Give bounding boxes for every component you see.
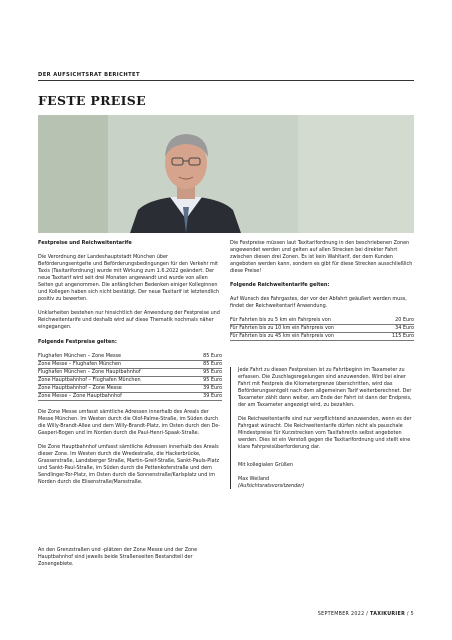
info-note bbox=[230, 367, 414, 490]
paragraph: Die Reichweitentarife sind nur verpflichtend anzuwenden, wenn es der Fahrgast wünscht. Die Reichweitentarife dürfen nicht als pauschale Mindestpreise für Kurzstrecken vom Taxifahrer/in selbst angeboten werden. Dies ist ein Verstoß gegen die Taxitarifordnung und stellt eine klare Fahrpreisüberforderung dar. bbox=[238, 416, 412, 451]
portrait-illustration bbox=[38, 115, 414, 233]
route-cell: Zone Hauptbahnhof – Zone Messe bbox=[38, 384, 193, 392]
paragraph: Die Zone Messe umfasst sämtliche Adressen innerhalb des Areals der Messe München. Im Westen durch die Olof-Palme-Straße, im Süden durch die Willy-Brandt-Allee und dem Willy-Brandt-Platz, im Osten durch den De-Gasperi-Bogen und im Norden durch die Paul-Henri-Spaak-Straße. bbox=[38, 408, 221, 436]
footer-page: / 5 bbox=[405, 612, 414, 617]
route-cell: Zone Messe – Flughafen München bbox=[38, 360, 193, 368]
route-cell: Zone Messe – Zone Hauptbahnhof bbox=[38, 392, 193, 400]
table-row bbox=[38, 368, 222, 376]
heading-festpreise-gelten: Folgende Festpreise gelten: bbox=[38, 338, 117, 345]
author-name: Max Weiland bbox=[238, 475, 270, 482]
footer-magazine: TAXIKURIER bbox=[370, 612, 406, 617]
price-cell: 39 Euro bbox=[193, 384, 222, 392]
price-cell: 95 Euro bbox=[193, 376, 222, 384]
table-row bbox=[38, 376, 222, 384]
price-cell: 115 Euro bbox=[382, 333, 414, 341]
table-row bbox=[38, 392, 222, 400]
section-label: DER AUFSICHTSRAT BERICHTET bbox=[38, 72, 140, 78]
route-cell: Flughafen München – Zone Messe bbox=[38, 353, 193, 361]
price-cell: 34 Euro bbox=[382, 325, 414, 333]
range-price-table bbox=[230, 317, 414, 341]
footer-date: SEPTEMBER 2022 / bbox=[317, 612, 370, 617]
paragraph: Jede Fahrt zu diesen Festpreisen ist zu Fahrtbeginn im Taxameter zu erfassen. Die Zuschlagsregelungen sind anzuwenden. Wird bei einer Fahrt mit Festpreis die Kilometergrenze überschritten, wird das Beförderungsentgelt nach dem allgemeinen Tarif weiterberechnet. Der Taxameter zählt dann weiter, am Ende der Fahrt ist dann der Endpreis, der am Taxameter angezeigt wird, zu bezahlen. bbox=[238, 367, 412, 409]
paragraph: Auf Wunsch des Fahrgastes, der vor der Abfahrt geäußert werden muss, findet der Reichweitentarif Anwendung. bbox=[230, 296, 407, 310]
price-cell: 95 Euro bbox=[193, 368, 222, 376]
page-footer bbox=[318, 612, 414, 617]
route-cell: Zone Hauptbahnhof – Flughafen München bbox=[38, 376, 193, 384]
greeting: Mit kollegialen Grüßen bbox=[238, 461, 293, 468]
table-row bbox=[38, 384, 222, 392]
table-row bbox=[230, 333, 414, 341]
route-cell: Für Fahrten bis zu 45 km ein Fahrpreis von bbox=[230, 333, 382, 341]
paragraph: Die Verordnung der Landeshauptstadt München über Beförderungsentgelte und Beförderungsbedingungen für den Verkehr mit Taxis (Taxitarifordnung) wurde mit Wirkung zum 1.6.2022 geändert. Der neue Taxitarif wird seit drei Monaten angewandt und wurde von allen Seiten gut angenommen. Die anfänglichen Bedenken einiger Kolleginnen und Kollegen haben sich nicht bestätigt. Der neue Taxitarif ist letztendlich positiv zu bewerten. bbox=[38, 254, 220, 303]
right-column bbox=[230, 240, 414, 349]
fixed-price-table bbox=[38, 353, 222, 401]
price-cell: 20 Euro bbox=[382, 317, 414, 325]
header-rule bbox=[38, 80, 414, 81]
note-bar bbox=[230, 367, 231, 489]
paragraph: Unklarheiten bestehen nur hinsichtlich der Anwendung der Festpreise und Reichweitentarife und deshalb wird auf diese Thematik nochmals näher eingegangen. bbox=[38, 310, 220, 331]
price-cell: 85 Euro bbox=[193, 353, 222, 361]
price-cell: 39 Euro bbox=[193, 392, 222, 400]
bottom-paragraph: An den Grenzstraßen und -plätzen der Zone Messe und der Zone Hauptbahnhof sind jeweils beide Straßenseiten Bestandteil der Zonengebiete. bbox=[38, 547, 198, 568]
price-cell: 85 Euro bbox=[193, 360, 222, 368]
table-row bbox=[230, 325, 414, 333]
route-cell: Für Fahrten bis zu 10 km ein Fahrpreis von bbox=[230, 325, 382, 333]
heading-reichweitentarife: Folgende Reichweitentarife gelten: bbox=[230, 282, 330, 289]
paragraph: Die Festpreise müssen laut Taxitarifordnung in den beschriebenen Zonen angewendet werden und gelten auf allen Strecken bei direkter Fahrt zwischen diesen drei Zonen. Es ist kein Wahltarif, der dem Kunden angeboten werden kann, sondern es gibt für diese Strecken ausschließlich diese Preise! bbox=[230, 240, 413, 275]
author-role: (Aufsichtsratsvorsitzender) bbox=[238, 482, 305, 489]
table-row bbox=[38, 353, 222, 361]
table-row bbox=[38, 360, 222, 368]
route-cell: Flughafen München – Zone Hauptbahnhof bbox=[38, 368, 193, 376]
portrait-photo bbox=[38, 115, 414, 233]
paragraph: Die Zone Hauptbahnhof umfasst sämtliche Adressen innerhalb des Areals dieser Zone. Im Westen durch die Wredestraße, die Hackerbrücke, Grasserstraße, Landsberger Straße, Martin-Greif-Straße, Sankt-Pauls-Platz und Sankt-Paul-Straße, im Süden durch die Pettenkoferstraße und dem Sendlinger-Tor-Platz, im Osten durch die Sonnenstraße/Karlsplatz und im Norden durch die Elisenstraße/Marsstraße. bbox=[38, 443, 220, 485]
heading-festpreise: Festpreise und Reichweitentarife bbox=[38, 240, 132, 246]
left-column bbox=[38, 240, 222, 493]
route-cell: Für Fahrten bis zu 5 km ein Fahrpreis von bbox=[230, 317, 382, 325]
page-title: FESTE PREISE bbox=[38, 93, 146, 108]
table-row bbox=[230, 317, 414, 325]
